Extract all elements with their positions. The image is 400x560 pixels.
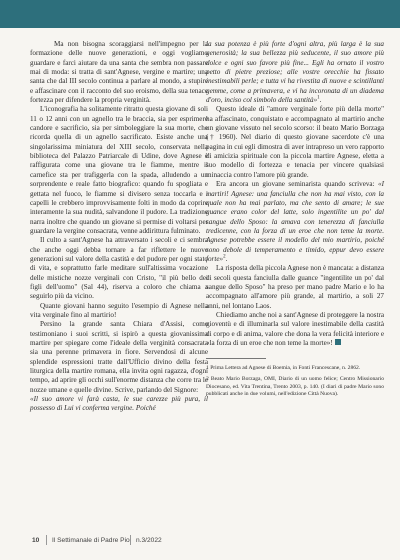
footnote-ref: 2 — [223, 254, 226, 260]
paragraph: Il culto a sant'Agnese ha attraversato i secoli e ci sembra che anche oggi debba tornare a far riflettere le nuove generazioni sul valore della castità e del pudore per ogni stato di vita, e soprattutto farle meditare sull'altissima vocazione delle mistiche nozze verginali con Cristo, "il più bello dei figli dell'uomo" (Sal 44), riserva a coloro che chiama a seguirlo più da vicino. — [30, 236, 208, 301]
paragraph: Quante giovani hanno seguito l'esempio di Agnese nella vita verginale fino al martirio! — [30, 301, 208, 319]
footer-divider — [46, 535, 47, 545]
page-footer — [0, 528, 400, 560]
borzaga-quote: «I martiri! Agnese: una fanciulla che non ha mai visto, con la quale non ha mai parlato, ma che sento di amare; le sue guance erano color del latte, solo ingentilite un po' dal sangue dello Sposo: la amava con tenerezza di fanciulla tredicenne, con la forza di un eroe che non teme la morte. Agnese potrebbe essere il modello del mio martirio, poiché sono debole di temperamento e timido, eppur devo essere forte» — [206, 180, 384, 263]
footnote: 2 Beato Mario Borzaga, OMI, Diario di un uomo felice; Centro Missionario Diocesano, ed. Vita Trentina, Trento 2003, p. 140. (I diari di padre Mario sono pubblicati anche in due volumi, nell'edizione Città Nuova). — [206, 376, 384, 397]
paragraph: Ma non bisogna scoraggiarsi nell'impegno per la formazione delle nuove generazioni, e oggi vogliamo guardare e farci aiutare da una santa che sembra non passare mai di moda: si tratta di sant'Agnese, vergine e martire; una santa che dal III secolo continua a parlare al mondo, a stupire e affascinare con il racconto del suo eroismo, della sua tenace fortezza per difendere la propria verginità. — [30, 40, 208, 105]
end-of-article-square-icon — [335, 339, 341, 345]
paragraph-text: Chiediamo anche noi a sant'Agnese di proteggere la nostra gioventù e di illuminarla sul valore inestimabile della castità di corpo e di anima, valore che dona la vera felicità interiore e «la forza di un eroe che non teme la morte»! — [206, 310, 384, 347]
paragraph: Persino la grande santa Chiara d'Assisi, come testimoniano i suoi scritti, si ispirò a questa giovanissima martire per spiegare come l'ideale della verginità consacrata sia una perenne primavera in fiore. Servendosi di alcune splendide espressioni tratte dall'Ufficio divino della festa liturgica della martire romana, ella invita ogni ragazza, d'ogni tempo, ad aprire gli occhi sull'enorme distanza che corre tra le nozze umane e quelle divine. Scrive, parlando del Signore: — [30, 320, 208, 394]
paragraph-text: Era ancora un giovane seminarista quando scriveva: — [216, 180, 375, 189]
footnote-divider — [206, 358, 266, 359]
footer-divider — [130, 535, 131, 545]
paragraph: Questo ideale di "amore verginale forte più della morte" ha affascinato, conquistato e accompagnato al martirio anche un giovane vissuto nel secolo scorso: il beato Mario Borzaga († 1960). Nel diario di questo giovane sacerdote c'è una pagina in cui egli dimostra di aver intrapreso un vero rapporto di amicizia spirituale con la piccola martire Agnese, eletta a suo modello di fortezza e tenacia per vincere qualsiasi minaccia contro l'amore più grande. — [206, 105, 384, 179]
issue-number: n.3/2022 — [136, 537, 162, 544]
page-number: 10 — [32, 537, 40, 544]
header-color-band — [0, 0, 400, 28]
left-column — [30, 40, 208, 414]
paragraph: L'iconografia ha solitamente ritratto questa giovane di soli 11 o 12 anni con un agnello tra le braccia, sia per esprimere candore e sacrificio, sia per simboleggiare la sua morte, che ricorda quella di un agnello sacrificato. Esiste anche una singolarissima miniatura del XIII secolo, conservata nella biblioteca del Palazzo Patriarcale di Udine, dove Agnese è raffigurata come una giovane tra le fiamme, mentre il carnefice sta per trafiggerla con la spada, alludendo a un sorprendente e reale fatto biografico: quando fu spogliata e gettata nel fuoco, le fiamme si divisero senza toccarla e i capelli le crebbero improvvisamente folti in modo da coprire interamente la sua nudità, salvandone il pudore. La tradizione narra inoltre che quando un giovane si permise di voltarsi per guardare la vergine consacrata, venne addirittura fulminato. — [30, 105, 208, 235]
paragraph: La risposta della piccola Agnese non è mancata: a distanza di secoli questa fanciulla dalle guance "ingentilite un po' dal sangue dello Sposo" ha preso per mano padre Mario e lo ha accompagnato all'amore più grande, al martirio, a soli 27 anni, nel lontano Laos. — [206, 264, 384, 310]
right-column — [206, 40, 384, 402]
chiara-quote: «Il suo amore vi farà casta, le sue carezze più pura, il possesso di Lui vi conferma vergine. Poiché — [30, 395, 208, 413]
paragraph: Era ancora un giovane seminarista quando scriveva: «I martiri! Agnese: una fanciulla che non ha mai visto, con la quale non ha mai parlato, ma che sento di amare; le sue guance erano color del latte, solo ingentilite un po' dal sangue dello Sposo: la amava con tenerezza di fanciulla tredicenne, con la forza di un eroe che non teme la morte. Agnese potrebbe essere il modello del mio martirio, poiché sono debole di temperamento e timido, eppur devo essere forte»$^2$. — [206, 180, 384, 263]
chiara-quote-text: la sua potenza è più forte d'ogni altra, più larga è la sua generosità; la sua bellezza più seducente, il suo amore più dolce e ogni suo favore più fine... Egli ha ornato il vostro petto di pietre preziose; alle vostre orecchie ha fissato inestimabili perle; e tutta vi ha rivestita di nuove e scintillanti gemme, come a primavera, e vi ha incoronata di un diadema d'oro, inciso col simbolo della santità» — [206, 40, 384, 105]
footnote-ref: 1 — [317, 95, 320, 101]
chiara-quote-continued: la sua potenza è più forte d'ogni altra, più larga è la sua generosità; la sua bellezza più seducente, il suo amore più dolce e ogni suo favore più fine... Egli ha ornato il vostro petto di pietre preziose; alle vostre orecchie ha fissato inestimabili perle; e tutta vi ha rivestita di nuove e scintillanti gemme, come a primavera, e vi ha incoronata di un diadema d'oro, inciso col simbolo della santità»$^1$. — [206, 40, 384, 105]
paragraph — [206, 311, 384, 348]
publication-name: Il Settimanale di Padre Pio — [52, 537, 130, 544]
footnote: 1 Prima Lettera ad Agnese di Boemia, in Fonti Francescane, n. 2862. — [206, 365, 361, 372]
